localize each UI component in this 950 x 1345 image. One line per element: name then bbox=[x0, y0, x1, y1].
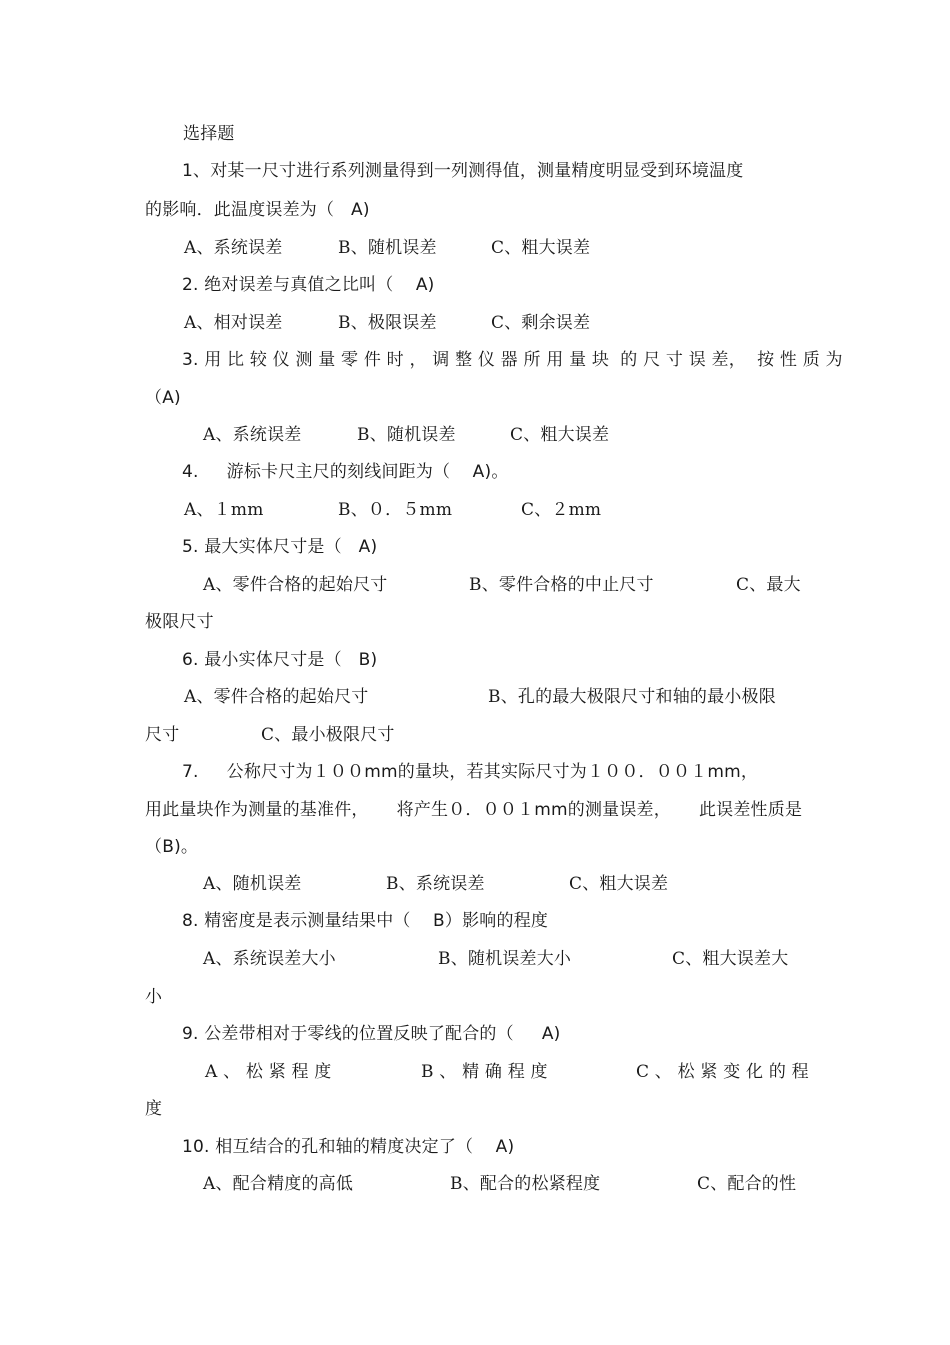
q9-option-c-wrap: 度 bbox=[145, 1099, 163, 1119]
q8-option-a: A、系统误差大小 bbox=[203, 949, 336, 969]
question-10: 10. 相互结合的孔和轴的精度决定了（ A) bbox=[182, 1137, 515, 1157]
question-2: 2. 绝对误差与真值之比叫（ A) bbox=[182, 275, 435, 295]
q3-option-c: C、粗大误差 bbox=[510, 425, 610, 445]
question-3-line-2: （A) bbox=[145, 388, 181, 408]
question-7-line-3: （B)。 bbox=[145, 837, 199, 857]
q7-option-a: A、随机误差 bbox=[203, 874, 302, 894]
q3-option-b: B、随机误差 bbox=[357, 425, 456, 445]
q10-option-c: C、配合的性 bbox=[697, 1174, 797, 1194]
question-6: 6. 最小实体尺寸是（ B) bbox=[182, 650, 378, 670]
q5-option-c: C、最大 bbox=[736, 575, 801, 595]
q1-option-b: B、随机误差 bbox=[338, 238, 437, 258]
q8-option-b: B、随机误差大小 bbox=[438, 949, 572, 969]
question-7-line-1: 7. 公称尺寸为１００mm的量块，若其实际尺寸为１００．００１mm， bbox=[182, 762, 759, 782]
q2-option-a: A、相对误差 bbox=[184, 313, 283, 333]
question-9: 9. 公差带相对于零线的位置反映了配合的（ A) bbox=[182, 1024, 561, 1044]
q10-option-a: A、配合精度的高低 bbox=[203, 1174, 354, 1194]
q1-option-a: A、系统误差 bbox=[184, 238, 283, 258]
q5-option-c-wrap: 极限尺寸 bbox=[145, 612, 214, 632]
q6-option-c: C、最小极限尺寸 bbox=[261, 725, 395, 745]
q7-option-c: C、粗大误差 bbox=[569, 874, 669, 894]
q6-option-b-wrap: 尺寸 bbox=[145, 725, 180, 745]
q3-option-a: A、系统误差 bbox=[203, 425, 302, 445]
q9-option-a: A 、 松 紧 程 度 bbox=[205, 1062, 332, 1082]
q9-option-b: B 、 精 确 程 度 bbox=[421, 1062, 548, 1082]
q8-option-c-wrap: 小 bbox=[145, 987, 163, 1007]
q5-option-a: A、零件合格的起始尺寸 bbox=[203, 575, 388, 595]
q10-option-b: B、配合的松紧程度 bbox=[450, 1174, 601, 1194]
question-4: 4. 游标卡尺主尺的刻线间距为（ A)。 bbox=[182, 462, 509, 482]
question-5: 5. 最大实体尺寸是（ A) bbox=[182, 537, 378, 557]
q7-option-b: B、系统误差 bbox=[386, 874, 485, 894]
question-3-line-1: 3. 用 比 较 仪 测 量 零 件 时 ， 调 整 仪 器 所 用 量 块 的 尺 寸 误 差， 按 性 质 为 bbox=[182, 350, 843, 370]
q6-option-b: B、孔的最大极限尺寸和轴的最小极限 bbox=[488, 687, 776, 707]
q9-option-c: C 、 松 紧 变 化 的 程 bbox=[636, 1062, 809, 1082]
q4-option-a: A、１mm bbox=[184, 500, 264, 520]
q8-option-c: C、粗大误差大 bbox=[672, 949, 789, 969]
q2-option-c: C、剩余误差 bbox=[491, 313, 591, 333]
question-1-line-1: 1、对某一尺寸进行系列测量得到一列测得值，测量精度明显受到环境温度 bbox=[182, 161, 744, 181]
question-7-line-2: 用此量块作为测量的基准件， 将产生０．００１mm的测量误差， 此误差性质是 bbox=[145, 800, 803, 820]
question-1-line-2: 的影响．此温度误差为（ A) bbox=[145, 200, 370, 220]
q2-option-b: B、极限误差 bbox=[338, 313, 437, 333]
q6-option-a: A、零件合格的起始尺寸 bbox=[184, 687, 369, 707]
q1-option-c: C、粗大误差 bbox=[491, 238, 591, 258]
question-8: 8. 精密度是表示测量结果中（ B）影响的程度 bbox=[182, 911, 549, 931]
q4-option-b: B、０．５mm bbox=[338, 500, 453, 520]
q4-option-c: C、２mm bbox=[521, 500, 602, 520]
section-heading: 选择题 bbox=[183, 124, 235, 144]
q5-option-b: B、零件合格的中止尺寸 bbox=[469, 575, 654, 595]
